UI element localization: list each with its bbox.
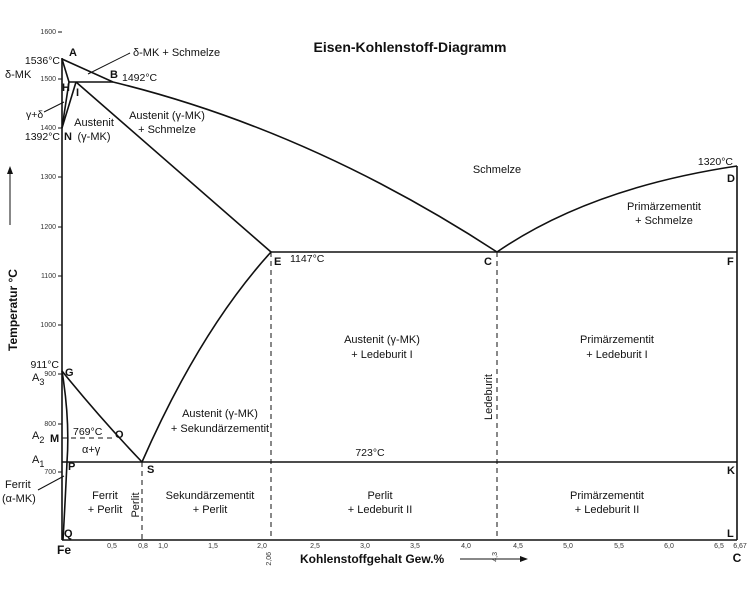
x-tick-label: 3,5 xyxy=(410,543,420,550)
y-tick-label: 1100 xyxy=(40,273,56,280)
y-axis-arrow xyxy=(7,166,13,225)
x-end-label: C xyxy=(732,551,742,565)
point-f: F xyxy=(727,256,734,268)
x-tick-label: 4,5 xyxy=(513,543,523,550)
temp-label-n: 1392°C xyxy=(24,131,60,143)
region-primaer-schmelze-l1: Primärzementit xyxy=(627,201,701,213)
y-ticks xyxy=(40,29,62,476)
region-austenit-schmelze-l2: + Schmelze xyxy=(138,124,196,136)
x-tick-label: 2,5 xyxy=(310,543,320,550)
point-e: E xyxy=(274,256,282,268)
region-austenit-l2: (γ-MK) xyxy=(77,131,111,143)
point-c: C xyxy=(484,256,492,268)
ferrit-pointer xyxy=(38,476,64,490)
region-delta-schmelze: δ-MK + Schmelze xyxy=(133,47,221,59)
region-sekundaer-perlit-l2: + Perlit xyxy=(192,504,228,516)
temp-label-d: 1320°C xyxy=(697,156,733,168)
a1-label: $A_1$ xyxy=(32,454,45,469)
region-primaer-schmelze-l2: + Schmelze xyxy=(635,215,693,227)
temp-label-b: 1492°C xyxy=(122,72,158,84)
region-aust-sekundaer-l2: + Sekundärzementit xyxy=(170,423,270,435)
point-a: A xyxy=(69,47,77,59)
x-tick-label: 6,0 xyxy=(664,543,674,550)
x-tick-label: 6,67 xyxy=(733,543,747,550)
region-austenit-l1: Austenit xyxy=(74,117,114,129)
delta-schmelze-pointer xyxy=(88,53,130,74)
x-tick-label: 2,0 xyxy=(257,543,267,550)
region-primaer-ledeburit2-l2: + Ledeburit II xyxy=(574,504,640,516)
temp-label-e: 1147°C xyxy=(290,253,325,265)
point-s: S xyxy=(147,464,155,476)
region-ferrit-perlit-l2: + Perlit xyxy=(87,504,123,516)
point-i: I xyxy=(76,87,80,99)
x-tick-label: 1,5 xyxy=(208,543,218,550)
point-o: O xyxy=(115,429,124,441)
y-tick-label: 700 xyxy=(44,469,56,476)
a2-label: $A_2$ xyxy=(32,430,45,445)
diagram-title: Eisen-Kohlenstoff-Diagramm xyxy=(313,39,507,55)
region-schmelze: Schmelze xyxy=(472,164,522,176)
region-aust-ledeburit-l2: + Ledeburit I xyxy=(351,349,413,361)
point-d: D xyxy=(727,173,735,185)
y-tick-label: 800 xyxy=(44,421,56,428)
solidus-line-ie xyxy=(76,82,271,252)
point-m: M xyxy=(50,433,60,445)
liquidus-line-cd xyxy=(497,166,737,252)
region-alpha-gamma: α+γ xyxy=(82,444,101,456)
line-gp xyxy=(62,371,68,462)
x-tick-label: 4,3 xyxy=(492,552,499,562)
point-g: G xyxy=(65,367,74,379)
point-l: L xyxy=(727,528,734,540)
region-aust-sekundaer-l1: Austenit (γ-MK) xyxy=(182,408,258,420)
region-austenit-schmelze-l1: Austenit (γ-MK) xyxy=(129,110,205,122)
alpha-mk-label: (α-MK) xyxy=(2,493,36,505)
x-tick-label: 4,0 xyxy=(461,543,471,550)
delta-mk-label: δ-MK xyxy=(5,69,32,81)
temp-label-g: 911°C xyxy=(30,359,59,371)
region-ferrit-perlit-l1: Ferrit xyxy=(92,490,118,502)
x-tick-label: 5,0 xyxy=(563,543,573,550)
gamma-delta-pointer xyxy=(44,102,64,112)
region-ledeburit-vertical: Ledeburit xyxy=(483,374,495,420)
y-tick-label: 1600 xyxy=(40,29,56,36)
x-tick-label: 1,0 xyxy=(158,543,168,550)
y-tick-label: 1300 xyxy=(40,174,56,181)
region-perlit-vertical: Perlit xyxy=(130,492,142,518)
y-tick-label: 900 xyxy=(44,371,56,378)
y-tick-label: 1400 xyxy=(40,125,56,132)
region-primaer-ledeburit1-l1: Primärzementit xyxy=(580,334,654,346)
liquidus-line-abc xyxy=(62,59,497,252)
point-q: Q xyxy=(64,528,73,540)
x-tick-label: 5,5 xyxy=(614,543,624,550)
region-perlit-ledeburit-l2: + Ledeburit II xyxy=(347,504,413,516)
region-aust-ledeburit-l1: Austenit (γ-MK) xyxy=(344,334,420,346)
y-tick-label: 1500 xyxy=(40,76,56,83)
y-tick-label: 1000 xyxy=(40,322,56,329)
region-primaer-ledeburit2-l1: Primärzementit xyxy=(570,490,644,502)
ferrit-label: Ferrit xyxy=(5,479,31,491)
a3-line-gos xyxy=(62,371,142,462)
gamma-delta-label: γ+δ xyxy=(26,109,44,121)
region-primaer-ledeburit1-l2: + Ledeburit I xyxy=(586,349,648,361)
temp-label-o: 769°C xyxy=(73,426,103,438)
point-n: N xyxy=(64,131,72,143)
y-axis-title: Temperatur °C xyxy=(6,269,20,351)
a3-label: $A_3$ xyxy=(32,372,45,387)
point-k: K xyxy=(727,465,735,477)
region-sekundaer-perlit-l1: Sekundärzementit xyxy=(165,490,255,502)
temp-label-psk: 723°C xyxy=(355,447,385,459)
point-h: H xyxy=(62,82,70,94)
y-tick-label: 1200 xyxy=(40,224,56,231)
x-axis-title: Kohlenstoffgehalt Gew.% xyxy=(300,552,445,566)
point-p: P xyxy=(68,461,76,473)
point-b: B xyxy=(110,69,118,81)
region-perlit-ledeburit-l1: Perlit xyxy=(367,490,393,502)
x-tick-label: 2,06 xyxy=(266,552,273,566)
temp-label-a: 1536°C xyxy=(24,55,60,67)
x-tick-label: 0,5 xyxy=(107,543,117,550)
x-origin-label: Fe xyxy=(56,543,72,557)
x-tick-label: 6,5 xyxy=(714,543,724,550)
x-tick-label: 3,0 xyxy=(360,543,370,550)
x-tick-label: 0,8 xyxy=(138,543,148,550)
